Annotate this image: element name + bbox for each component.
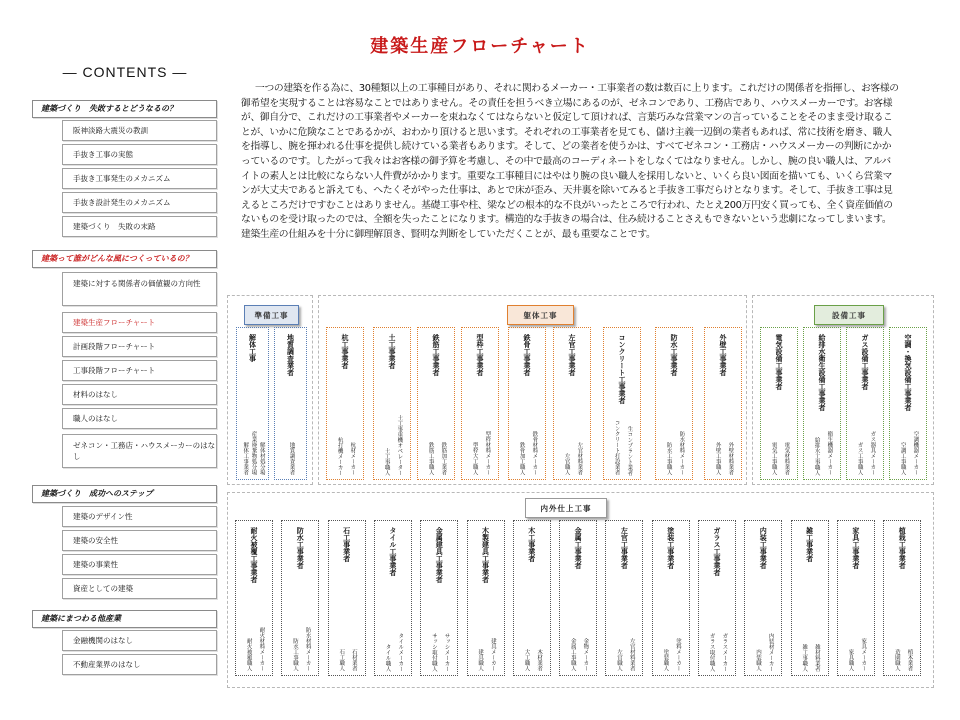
trade-column bbox=[373, 327, 411, 480]
sub-trade: 空調機器メーカー bbox=[912, 431, 919, 475]
trade-name: 金属工事業者 bbox=[574, 527, 583, 569]
nav-item[interactable]: 建築のデザイン性 bbox=[62, 506, 217, 527]
trade-name: 塗装工事業者 bbox=[666, 527, 675, 569]
trade-name: 内装工事業者 bbox=[759, 527, 768, 569]
trade-column bbox=[281, 520, 319, 676]
nav-item[interactable]: 建築に対する関係者の価値観の方向性 bbox=[62, 272, 217, 306]
sub-trade: 金物メーカー bbox=[582, 638, 589, 671]
trade-column bbox=[235, 520, 273, 676]
trade-name: 石工事業者 bbox=[342, 527, 351, 562]
sub-trade: 解体工事業者 bbox=[242, 442, 249, 475]
nav-item[interactable]: 手抜き設計発生のメカニズム bbox=[62, 192, 217, 213]
sub-trade: 防水工事職人 bbox=[665, 442, 672, 475]
trade-name: 土工事業者 bbox=[388, 334, 396, 369]
nav-item[interactable]: 金融機関のはなし bbox=[62, 630, 217, 651]
trade-column bbox=[803, 327, 841, 480]
category-label: 準備工事 bbox=[244, 305, 299, 325]
page-title: 建築生産フローチャート bbox=[370, 36, 590, 57]
nav-item[interactable]: 阪神淡路大震災の教訓 bbox=[62, 120, 217, 141]
sub-trade: 生コンプラント業者 bbox=[626, 425, 633, 475]
sub-trade: 衛生機器メーカー bbox=[826, 431, 833, 475]
sub-trade: 塗装職人 bbox=[662, 649, 669, 671]
sub-trade: 耐火材料メーカー bbox=[258, 627, 265, 671]
trade-name: コンクリート工事業者 bbox=[618, 334, 626, 404]
trade-column bbox=[417, 327, 455, 480]
trade-name: 防水工事業者 bbox=[296, 527, 305, 569]
trade-name: 地質調査業者 bbox=[286, 334, 295, 376]
contents-nav bbox=[30, 62, 220, 669]
trade-column bbox=[698, 520, 736, 676]
trade-name: 電気設備工事業者 bbox=[775, 334, 783, 390]
trade-column bbox=[513, 520, 551, 676]
sub-trade: 土工事重機オペレーター bbox=[396, 414, 403, 475]
sub-trade: 産業廃棄物処分場 bbox=[250, 431, 257, 475]
sub-trade: 金属工事職人 bbox=[569, 638, 576, 671]
sub-trade: 解体材処分場 bbox=[258, 442, 265, 475]
nav-item[interactable]: ゼネコン・工務店・ハウスメーカーのはなし bbox=[62, 434, 217, 468]
sub-trade: 型枠大工職人 bbox=[471, 442, 478, 475]
trade-column bbox=[791, 520, 829, 676]
trade-column bbox=[326, 327, 364, 480]
trade-column bbox=[328, 520, 366, 676]
sub-trade: 雑材料業者 bbox=[813, 643, 820, 671]
trade-name: タイル工事業者 bbox=[388, 527, 397, 576]
trade-column bbox=[374, 520, 412, 676]
sub-trade: ガス器具メーカー bbox=[869, 431, 876, 475]
sub-trade: 家具職人 bbox=[847, 649, 854, 671]
sub-trade: 防水工事職人 bbox=[291, 638, 298, 671]
sub-trade: タイルメーカー bbox=[397, 632, 404, 671]
trade-name: 耐火被覆工事業者 bbox=[250, 527, 258, 583]
trade-column bbox=[461, 327, 499, 480]
sub-trade: 建具職人 bbox=[477, 649, 484, 671]
nav-section-4[interactable]: 建築にまつわる他産業 bbox=[32, 610, 217, 628]
sub-trade: ガス工事職人 bbox=[856, 442, 863, 475]
sub-trade: 土工事職人 bbox=[383, 447, 390, 475]
trade-column bbox=[508, 327, 546, 480]
nav-item[interactable]: 不動産業界のはなし bbox=[62, 654, 217, 675]
sub-trade: 造園職人 bbox=[893, 649, 900, 671]
trade-column bbox=[420, 520, 458, 676]
category-label: 設備工事 bbox=[814, 305, 884, 325]
sub-trade: 耐火被覆職人 bbox=[245, 638, 252, 671]
nav-item[interactable]: 材料のはなし bbox=[62, 384, 217, 405]
trade-column bbox=[744, 520, 782, 676]
sub-trade: 左官材料業者 bbox=[576, 442, 583, 475]
trade-name: 鉄骨工事業者 bbox=[523, 334, 531, 376]
trade-column bbox=[760, 327, 798, 480]
sub-trade: ガラスメーカー bbox=[721, 632, 728, 671]
nav-item[interactable]: 建築の事業性 bbox=[62, 554, 217, 575]
sub-trade: 木材業者 bbox=[536, 649, 543, 671]
nav-item[interactable]: 建築生産フローチャート bbox=[62, 312, 217, 333]
sub-trade: 杭打機メーカー bbox=[336, 436, 343, 475]
sub-trade: 石材業者 bbox=[350, 649, 357, 671]
nav-section-2[interactable]: 建築って誰がどんな風につくっているの？ bbox=[32, 250, 217, 268]
intro-paragraph: 一つの建築を作る為に、30種類以上の工事種目があり、それに関わるメーカー・工事業者の数は数百に上ります。これだけの関係者を指揮し、お客様の御希望を実現することは容易なことではありません。その責任を担うべき立場にあるのが、ゼネコンであり、工務店であり、ハウスメーカーです。お客様が、御自分で、これだけの工事業者やメーカーを束ねなくてはならないと仮定して頂ければ、言葉巧みな営業マンの言っていることをそのまま受け取ることが、いかに危険なことであるかが、おわかり頂けると思います。それぞれの工事業者を見ても、儲け主義一辺倒の業者もあれば、常に技術を磨き、職人を指導し、腕を揮われる仕事を提供し続けている業者もあります。そして、どの業者を使うかは、すべてゼネコン・工務店・ハウスメーカーの判断にかかっているのです。したがって我々はお客様の御予算を考慮し、その中で最高のコーディネートをしなくてはなりません。しかし、腕の良い職人は、アルバイトの素人とは比較にならない人件費がかかります。重要な工事種目にはやはり腕の良い職人を採用しないと、いくら良い図面を描いても、いくら営業マンが大丈夫であると訴えても、へたくそがやった仕事は、あとで床が歪み、天井裏を除いてみると手抜き工事だらけとなります。そして、手抜き工事は見えるところだけですむことはありません。基礎工事や柱、梁などの根本的な不良がいったところで行われ、たとえ200万円安く買っても、全く資産価値のないものを受け取ったのでは、全額を失ったことになります。構造的な手抜きの場合は、住み続けることさえもできないという悲劇になってしまいます。建築生産の仕組みを十分に御理解頂き、賢明な判断をしていただくことが、最も重要なことです。 bbox=[241, 83, 899, 240]
sub-trade: 電気材料業者 bbox=[783, 442, 790, 475]
sub-trade: 左官職人 bbox=[616, 649, 623, 671]
sub-trade: 塗料メーカー bbox=[675, 638, 682, 671]
nav-item[interactable]: 職人のはなし bbox=[62, 408, 217, 429]
nav-section-3[interactable]: 建築づくり 成功へのステップ bbox=[32, 485, 217, 503]
sub-trade: 型枠材料メーカー bbox=[484, 431, 491, 475]
sub-trade: 防水材料メーカー bbox=[304, 627, 311, 671]
contents-heading: — CONTENTS — bbox=[62, 64, 188, 80]
trade-column bbox=[652, 520, 690, 676]
sub-trade: ガラス取付職人 bbox=[708, 632, 715, 671]
trade-name: 型枠工事業者 bbox=[476, 334, 484, 376]
trade-column bbox=[837, 520, 875, 676]
sub-trade: コンクリート打設業者 bbox=[613, 420, 620, 475]
sub-trade: 石工職人 bbox=[338, 649, 345, 671]
sub-trade: 左官職人 bbox=[563, 453, 570, 475]
sub-trade: 左官材料業者 bbox=[628, 638, 635, 671]
trade-name: ガラス工事業者 bbox=[713, 527, 721, 576]
nav-item[interactable]: 手抜き工事の実態 bbox=[62, 144, 217, 165]
trade-column bbox=[889, 327, 927, 480]
sub-trade: 電気工事職人 bbox=[770, 442, 777, 475]
sub-trade: 外壁工事職人 bbox=[714, 442, 721, 475]
sub-trade: 大工職人 bbox=[523, 649, 530, 671]
trade-name: 木製建具工事業者 bbox=[481, 527, 490, 583]
sub-trade: 植木業者 bbox=[906, 649, 913, 671]
trade-name: 外壁工事業者 bbox=[719, 334, 727, 376]
nav-item[interactable]: 建築の安全性 bbox=[62, 530, 217, 551]
sub-trade: 鉄骨加工職人 bbox=[518, 442, 525, 475]
sub-trade: 建具メーカー bbox=[489, 638, 496, 671]
trade-column bbox=[883, 520, 921, 676]
trade-column bbox=[553, 327, 591, 480]
sub-trade: 鉄骨材料メーカー bbox=[531, 431, 538, 475]
sub-trade: 空調工事職人 bbox=[899, 442, 906, 475]
nav-item[interactable]: 計画段階フローチャート bbox=[62, 336, 217, 357]
nav-item[interactable]: 手抜き工事発生のメカニズム bbox=[62, 168, 217, 189]
sub-trade: 鉄筋加工業者 bbox=[440, 442, 447, 475]
trade-column bbox=[655, 327, 693, 480]
trade-column bbox=[236, 327, 269, 480]
trade-name: 植栽工事業者 bbox=[898, 527, 907, 569]
sub-trade: 給排水工事職人 bbox=[813, 436, 820, 475]
nav-item[interactable]: 資産としての建築 bbox=[62, 578, 217, 599]
trade-name: 金属建具工事業者 bbox=[435, 527, 444, 583]
trade-name: 左官工事業者 bbox=[620, 527, 629, 569]
sub-trade: 防水材料メーカー bbox=[678, 431, 685, 475]
sub-trade: 杭材メーカー bbox=[349, 442, 356, 475]
sub-trade: 内装材メーカー bbox=[767, 632, 774, 671]
trade-name: 防水工事業者 bbox=[670, 334, 678, 376]
trade-column bbox=[274, 327, 307, 480]
sub-trade: 地質調査業者 bbox=[288, 442, 295, 475]
category-label: 躯体工事 bbox=[507, 305, 574, 325]
sub-trade: サッシ取付職人 bbox=[430, 632, 437, 671]
nav-item[interactable]: 工事段階フローチャート bbox=[62, 360, 217, 381]
sub-trade: 雑工事職人 bbox=[801, 643, 808, 671]
trade-name: 空調・換気設備工事業者 bbox=[904, 334, 912, 411]
category-label: 内外仕上工事 bbox=[525, 498, 607, 518]
trade-name: 解体工事 bbox=[248, 334, 257, 362]
trade-name: 木工事業者 bbox=[527, 527, 536, 562]
trade-column bbox=[605, 520, 643, 676]
nav-section-1[interactable]: 建築づくり 失敗するとどうなるの？ bbox=[32, 100, 217, 118]
trade-name: 雑工事業者 bbox=[805, 527, 814, 562]
sub-trade: 外壁材料業者 bbox=[727, 442, 734, 475]
sub-trade: サッシメーカー bbox=[443, 632, 450, 671]
trade-column bbox=[467, 520, 505, 676]
sub-trade: 内装職人 bbox=[754, 649, 761, 671]
trade-name: 鉄筋工事業者 bbox=[432, 334, 440, 376]
trade-name: 左官工事業者 bbox=[568, 334, 576, 376]
sub-trade: 家具メーカー bbox=[860, 638, 867, 671]
trade-name: 給排水衛生設備工事業者 bbox=[818, 334, 826, 411]
sub-trade: タイル職人 bbox=[384, 643, 391, 671]
nav-item[interactable]: 建築づくり 失敗の末路 bbox=[62, 216, 217, 237]
trade-name: 杭工事業者 bbox=[341, 334, 349, 369]
trade-column bbox=[603, 327, 641, 480]
trade-column bbox=[846, 327, 884, 480]
trade-name: 家具工事業者 bbox=[851, 527, 860, 569]
trade-column bbox=[704, 327, 742, 480]
sub-trade: 鉄筋工事職人 bbox=[427, 442, 434, 475]
trade-column bbox=[559, 520, 597, 676]
trade-name: ガス設備工事業者 bbox=[861, 334, 869, 390]
